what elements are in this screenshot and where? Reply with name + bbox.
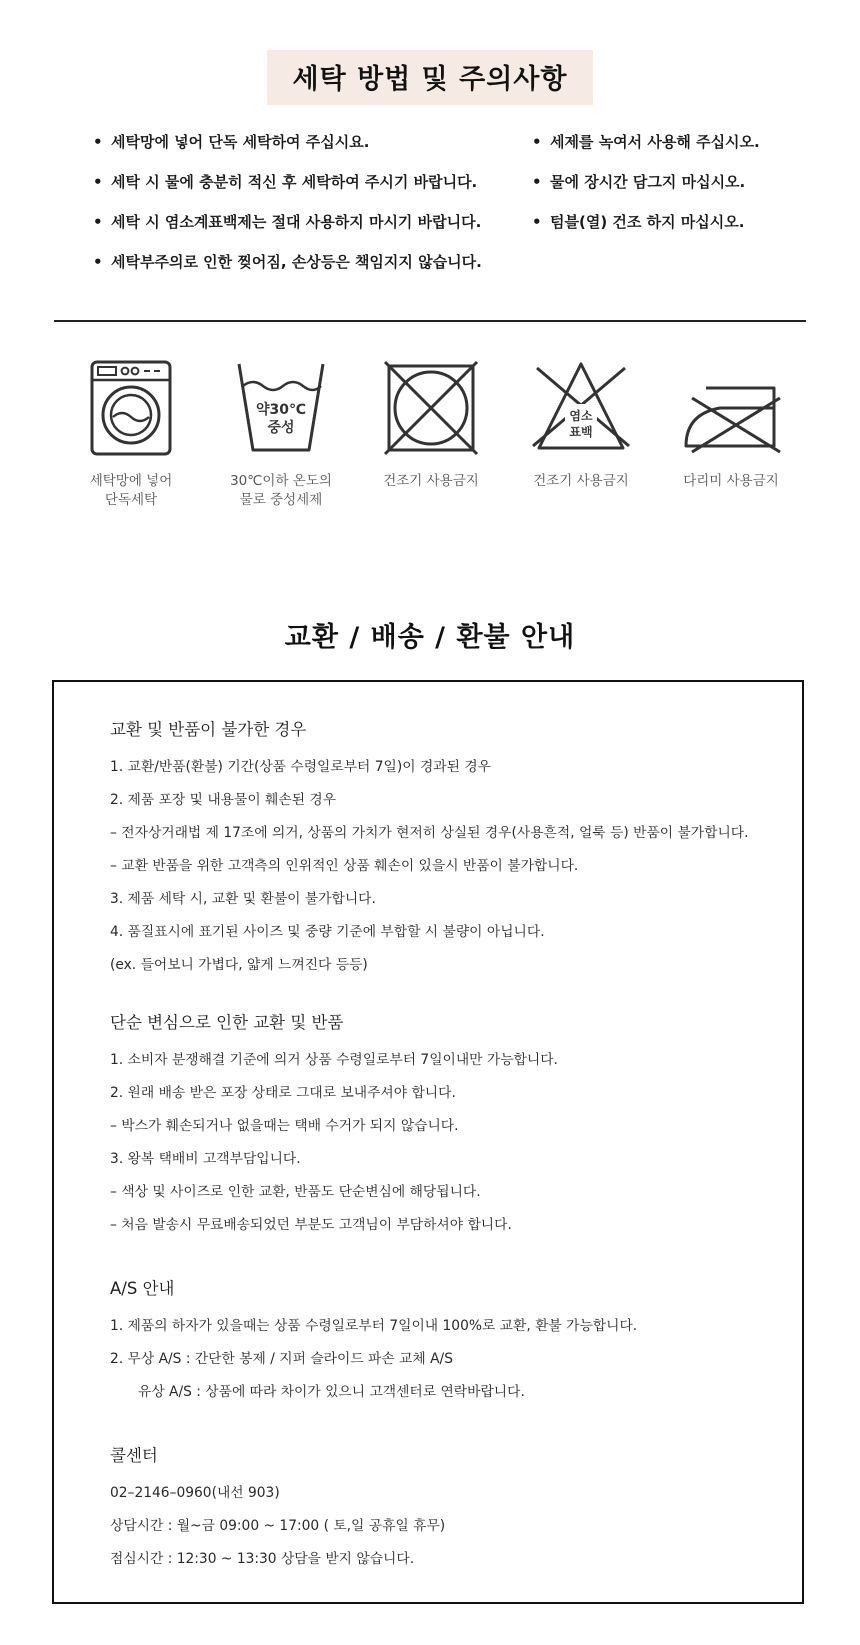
care-icons: [56, 358, 806, 510]
icon-cell-no-iron: [656, 358, 806, 510]
call-center-lunch: 점심시간 : 12:30 ~ 13:30 상담을 받지 않습니다.: [110, 1551, 415, 1567]
care-bullet: [532, 170, 760, 210]
icon-cell-no-bleach: [506, 358, 656, 510]
guide-line: 3. 왕복 택배비 고객부담입니다.: [110, 1151, 301, 1167]
guide-line: – 처음 발송시 무료배송되었던 부분도 고객님이 부담하셔야 합니다.: [110, 1217, 512, 1233]
icon-caption: [656, 472, 806, 491]
guide-box: [52, 680, 804, 1604]
bullet-dot: •: [532, 133, 542, 151]
guide-box-content: [110, 716, 782, 1581]
icon-caption-line: 건조기 사용금지: [383, 473, 479, 489]
guide-line: (ex. 들어보니 가볍다, 얇게 느껴진다 등등): [110, 957, 368, 973]
guide-line: 2. 제품 포장 및 내용물이 훼손된 경우: [110, 792, 337, 808]
icon-caption: [206, 472, 356, 510]
guide-line: 3. 제품 세탁 시, 교환 및 환불이 불가합니다.: [110, 891, 376, 907]
care-bullets-right: [532, 130, 760, 250]
care-title-wrap: [0, 50, 860, 105]
guide-line: 2. 원래 배송 받은 포장 상태로 그대로 보내주셔야 합니다.: [110, 1085, 456, 1101]
care-bullet: [93, 170, 482, 210]
care-bullet-text: 세탁 시 염소계표백제는 절대 사용하지 마시기 바랍니다.: [111, 213, 482, 231]
guide-line: 2. 무상 A/S : 간단한 봉제 / 지퍼 슬라이드 파손 교체 A/S: [110, 1351, 453, 1367]
section-gap: [110, 987, 782, 1009]
care-bullet: [93, 210, 482, 250]
icon-caption: [506, 472, 656, 491]
guide-line: 1. 교환/반품(환불) 기간(상품 수령일로부터 7일)이 경과된 경우: [110, 759, 491, 775]
care-title: 세탁 방법 및 주의사항: [267, 50, 594, 105]
care-bullet-text: 세제를 녹여서 사용해 주십시오.: [550, 133, 760, 151]
icon-caption-line: 물로 중성세제: [239, 492, 323, 508]
care-bullet: [93, 130, 482, 170]
care-bullet-text: 세탁 시 물에 충분히 적신 후 세탁하여 주시기 바랍니다.: [111, 173, 478, 191]
care-bullet-text: 세탁망에 넣어 단독 세탁하여 주십시요.: [111, 133, 370, 151]
bullet-dot: •: [532, 173, 542, 191]
bullet-dot: •: [93, 253, 103, 271]
care-bullet: [532, 130, 760, 170]
icon-caption: [356, 472, 506, 491]
tub-temp-label: 약30℃: [256, 402, 306, 418]
icon-cell-wash-tub: [206, 358, 356, 510]
section-gap: [110, 1414, 782, 1442]
care-bullet-text: 텀블(열) 건조 하지 마십시오.: [550, 213, 745, 231]
guide-line: 1. 제품의 하자가 있을때는 상품 수령일로부터 7일이내 100%로 교환, 환불 가능합니다.: [110, 1318, 638, 1334]
guide-line: 4. 품질표시에 표기된 사이즈 및 중량 기준에 부합할 시 불량이 아닙니다.: [110, 924, 545, 940]
care-bullet: [93, 250, 482, 290]
icon-caption-line: 단독세탁: [104, 492, 158, 508]
tub-detergent-label: 중성: [267, 420, 295, 436]
guide-line: – 박스가 훼손되거나 없을때는 택배 수거가 되지 않습니다.: [110, 1118, 459, 1134]
icon-caption: [56, 472, 206, 510]
section-title-no-return: 교환 및 반품이 불가한 경우: [110, 720, 307, 739]
care-bullet: [532, 210, 760, 250]
guide-line: 1. 소비자 분쟁해결 기준에 의거 상품 수령일로부터 7일이내만 가능합니다.: [110, 1052, 558, 1068]
bullet-dot: •: [93, 173, 103, 191]
section-title-as: A/S 안내: [110, 1279, 175, 1298]
bleach-label-line1: 염소: [569, 409, 593, 423]
care-bullet-text: 물에 장시간 담그지 마십시오.: [550, 173, 746, 191]
icon-caption-line: 30℃이하 온도의: [230, 473, 332, 489]
icon-cell-no-tumble-dry: [356, 358, 506, 510]
guide-line: – 전자상거래법 제 17조에 의거, 상품의 가치가 현저히 상실된 경우(사용흔적, 얼룩 등) 반품이 불가합니다.: [110, 825, 749, 841]
bullet-dot: •: [532, 213, 542, 231]
bleach-label-line2: 표백: [569, 425, 593, 439]
guide-line: – 색상 및 사이즈로 인한 교환, 반품도 단순변심에 해당됩니다.: [110, 1184, 481, 1200]
section-divider: [54, 320, 806, 322]
section-gap: [110, 1247, 782, 1275]
call-center-phone: 02–2146–0960(내선 903): [110, 1485, 280, 1501]
wash-tub-30c-icon: [231, 358, 331, 458]
guide-line: – 교환 반품을 위한 고객측의 인위적인 상품 훼손이 있을시 반품이 불가합니다.: [110, 858, 579, 874]
guide-title: 교환 / 배송 / 환불 안내: [284, 622, 576, 653]
care-bullet-text: 세탁부주의로 인한 찢어짐, 손상등은 책임지지 않습니다.: [111, 253, 482, 271]
icon-cell-washing-machine: [56, 358, 206, 510]
bullet-dot: •: [93, 133, 103, 151]
no-bleach-icon: [521, 358, 641, 458]
icon-caption-line: 다리미 사용금지: [683, 473, 779, 489]
icon-caption-line: 건조기 사용금지: [533, 473, 629, 489]
guide-line-indented: 유상 A/S : 상품에 따라 차이가 있으니 고객센터로 연락바랍니다.: [138, 1384, 525, 1400]
washing-machine-icon: [86, 358, 176, 458]
bullet-dot: •: [93, 213, 103, 231]
section-title-call-center: 콜센터: [110, 1446, 158, 1465]
section-title-change-of-mind: 단순 변심으로 인한 교환 및 반품: [110, 1013, 344, 1032]
care-bullets-left: [93, 130, 482, 290]
icon-caption-line: 세탁망에 넣어: [89, 473, 173, 489]
no-iron-icon: [676, 358, 786, 458]
call-center-hours: 상담시간 : 월~금 09:00 ~ 17:00 ( 토,일 공휴일 휴무): [110, 1518, 446, 1534]
no-tumble-dry-icon: [381, 358, 481, 458]
